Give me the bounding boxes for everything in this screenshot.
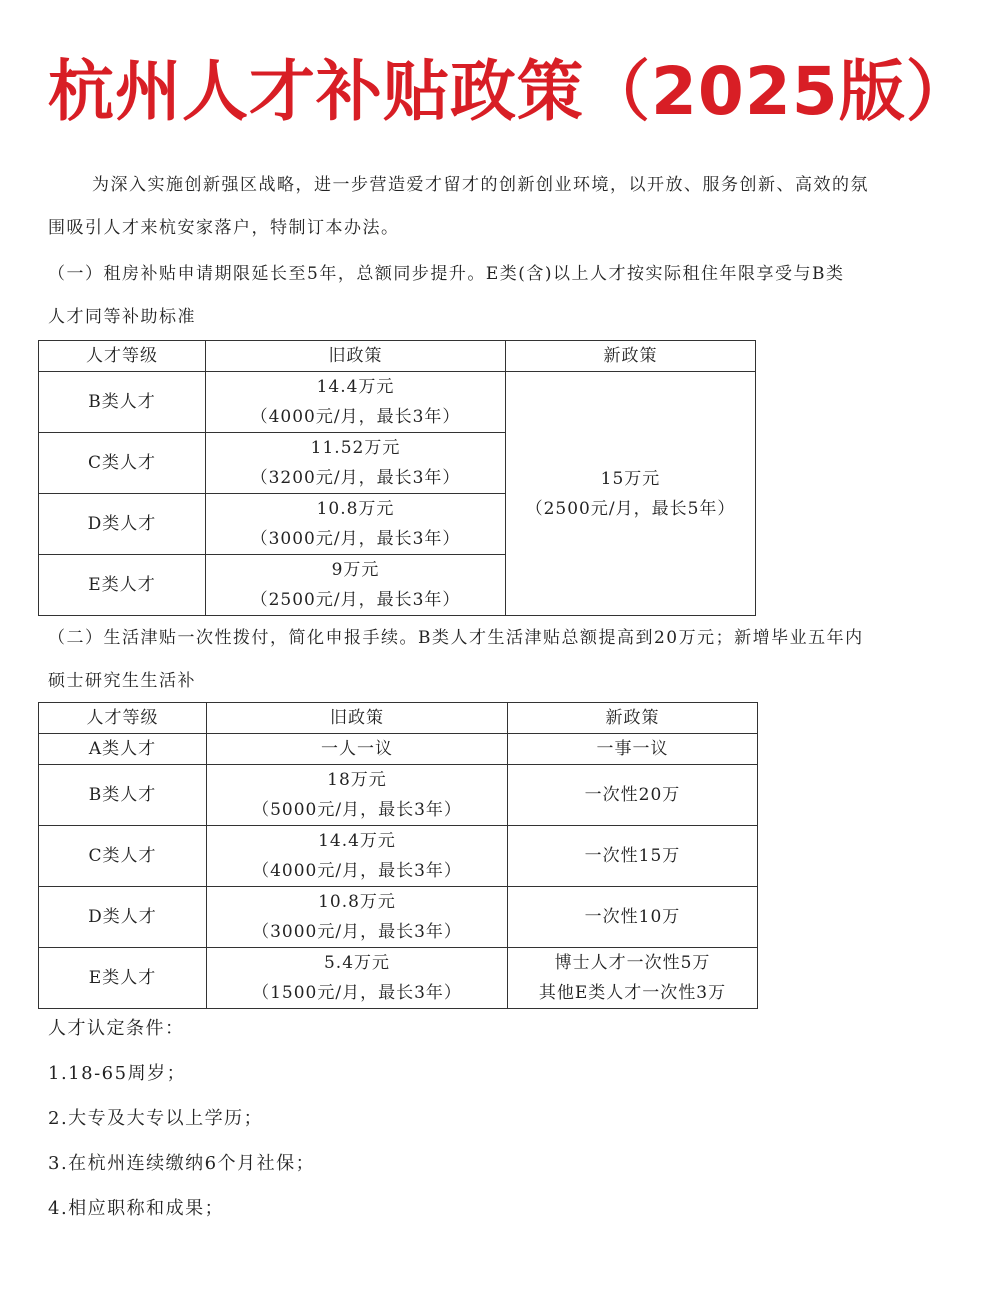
new-policy-cell — [506, 372, 756, 616]
old-amount: 10.8万元 — [316, 499, 395, 519]
new-amount: 一次性15万 — [584, 846, 681, 866]
old-policy-cell — [206, 494, 506, 555]
section1-line-2: 人才同等补助标准 — [48, 307, 196, 327]
new-amount-line-1: 博士人才一次性5万 — [554, 953, 711, 973]
level-cell: E类人才 — [39, 948, 207, 1009]
header-old-policy: 旧政策 — [207, 703, 508, 734]
new-amount-line-2: 其他E类人才一次性3万 — [538, 983, 727, 1003]
new-policy-cell — [508, 826, 758, 887]
old-amount: 18万元 — [327, 770, 387, 790]
old-detail: （5000元/月，最长3年） — [252, 800, 462, 820]
rent-subsidy-table — [38, 340, 756, 616]
new-policy-cell — [508, 887, 758, 948]
condition-item: 4.相应职称和成果； — [48, 1198, 225, 1219]
old-policy-cell — [207, 887, 508, 948]
condition-item: 2.大专及大专以上学历； — [48, 1108, 264, 1129]
old-detail: （3000元/月，最长3年） — [250, 529, 461, 549]
section2-line-1: （二）生活津贴一次性拨付，简化申报手续。B类人才生活津贴总额提高到20万元；新增毕业五年内 — [48, 628, 864, 648]
living-allowance-table — [38, 702, 758, 1009]
conditions-heading: 人才认定条件： — [48, 1018, 185, 1039]
level-cell: B类人才 — [39, 372, 206, 433]
old-detail: （4000元/月，最长3年） — [252, 861, 462, 881]
section2-line-2: 硕士研究生生活补 — [48, 671, 196, 691]
condition-item: 1.18-65周岁； — [48, 1063, 187, 1084]
new-detail: （2500元/月，最长5年） — [525, 498, 736, 519]
table-row — [39, 372, 756, 433]
header-level: 人才等级 — [39, 703, 207, 734]
old-amount: 11.52万元 — [310, 438, 401, 458]
new-policy-cell — [508, 948, 758, 1009]
old-policy-cell — [206, 433, 506, 494]
table-header-row — [39, 341, 756, 372]
old-detail: （4000元/月，最长3年） — [250, 407, 461, 427]
old-amount: 14.4万元 — [318, 831, 396, 851]
header-old-policy: 旧政策 — [206, 341, 506, 372]
old-amount: 9万元 — [331, 560, 380, 580]
table-row — [39, 887, 758, 948]
old-amount: 14.4万元 — [316, 377, 395, 397]
old-policy-cell — [206, 372, 506, 433]
old-detail: （1500元/月，最长3年） — [252, 983, 462, 1003]
old-policy-cell — [207, 948, 508, 1009]
old-amount: 5.4万元 — [323, 953, 391, 973]
old-policy-cell: 一人一议 — [207, 734, 508, 765]
level-cell: D类人才 — [39, 494, 206, 555]
old-policy-cell — [206, 555, 506, 616]
table-header-row — [39, 703, 758, 734]
table-row — [39, 948, 758, 1009]
intro-line-1: 为深入实施创新强区战略，进一步营造爱才留才的创新创业环境，以开放、服务创新、高效的氛 — [92, 175, 869, 195]
new-policy-cell — [508, 765, 758, 826]
table-row — [39, 734, 758, 765]
level-cell: C类人才 — [39, 433, 206, 494]
new-amount: 15万元 — [600, 468, 661, 489]
old-amount: 10.8万元 — [318, 892, 396, 912]
header-new-policy: 新政策 — [506, 341, 756, 372]
level-cell: D类人才 — [39, 887, 207, 948]
intro-line-2: 围吸引人才来杭安家落户，特制订本办法。 — [48, 218, 400, 238]
section1-line-1: （一）租房补贴申请期限延长至5年，总额同步提升。E类(含)以上人才按实际租住年限享受与B类 — [48, 264, 845, 284]
table-row — [39, 765, 758, 826]
condition-item: 3.在杭州连续缴纳6个月社保； — [48, 1153, 316, 1174]
old-policy-cell — [207, 765, 508, 826]
old-detail: （2500元/月，最长3年） — [250, 590, 461, 610]
level-cell: E类人才 — [39, 555, 206, 616]
level-cell: B类人才 — [39, 765, 207, 826]
old-detail: （3000元/月，最长3年） — [252, 922, 462, 942]
header-new-policy: 新政策 — [508, 703, 758, 734]
table-row — [39, 826, 758, 887]
page-title: 杭州人才补贴政策（2025版） — [48, 53, 973, 130]
new-amount: 一次性10万 — [584, 907, 681, 927]
new-amount: 一次性20万 — [584, 785, 681, 805]
new-policy-cell: 一事一议 — [508, 734, 758, 765]
old-policy-cell — [207, 826, 508, 887]
level-cell: A类人才 — [39, 734, 207, 765]
level-cell: C类人才 — [39, 826, 207, 887]
header-level: 人才等级 — [39, 341, 206, 372]
old-detail: （3200元/月，最长3年） — [250, 468, 461, 488]
